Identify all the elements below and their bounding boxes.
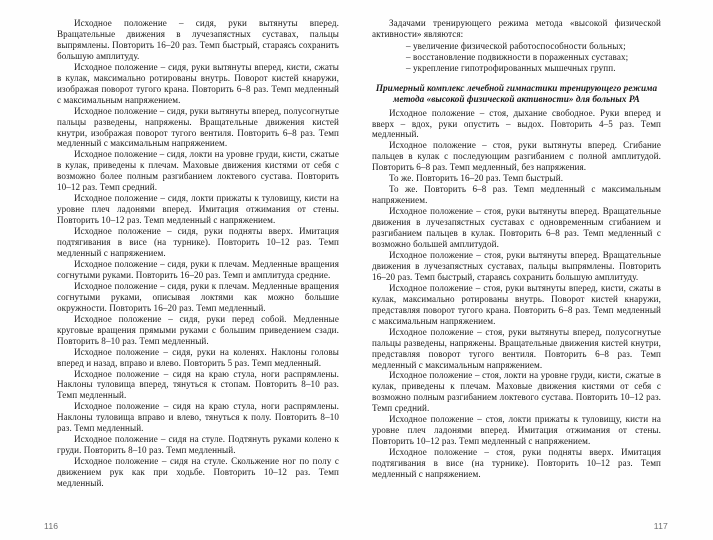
paragraph: Исходное положение – стоя, дыхание свободное. Руки вперед и вверх – вдох, руки опустить – выдох. Повторить 4–5 раз. Темп медленный.	[372, 107, 661, 140]
section-heading-line-1: Примерный комплекс лечебной гимнастики тренирующего режима	[375, 82, 658, 93]
paragraph: Исходное положение – сидя на стуле. Скольжение ног по полу с движением рук как при ходьбе. Повторить 10–12 раз. Темп медленный.	[57, 456, 339, 489]
paragraph: Исходное положение – сидя, руки к плечам. Медленные вращения согнутыми руками. Повторить 16–20 раз. Темп и амплитуда средние.	[57, 258, 339, 280]
paragraph: Исходное положение – стоя, локти на уровне груди, кисти, сжатые в кулак, приведены к плечам. Маховые движения кистями от себя с возможно полным разгибанием локтевого сустава. Повторить 10–12 раз. Темп средний.	[372, 370, 661, 414]
paragraph: Исходное положение – сидя, руки вытянуты вперед, кисти, сжаты в кулак, максимально ротированы внутрь. Поворот кистей кнаружи, изображая поворот тугого крана. Повторить 6–8 раз. Темп медленный с максимальным напряжением.	[57, 61, 339, 105]
list-item: – укрепление гипотрофированных мышечных групп.	[406, 62, 616, 73]
page-right	[356, 0, 713, 540]
paragraph: Исходное положение – стоя, локти прижаты к туловищу, кисти на уровне плеч ладонями вперед. Имитация отжимания от стены. Повторить 10–12 раз. Темп медленный с напряжением.	[372, 414, 661, 447]
list-item: – увеличение физической работоспособности больных;	[406, 40, 626, 51]
paragraph: То же. Повторить 6–8 раз. Темп медленный с максимальным напряжением.	[372, 184, 661, 206]
page-number-right: 117	[653, 521, 668, 531]
paragraph: Исходное положение – сидя, руки вытянуты вперед, полусогнутые пальцы разведены, напряжены. Вращательные движения кистей кнутри, изображая поворот тугого вентиля. Повторить 6–8 раз. Темп медленный с максимальным напряжением.	[57, 105, 339, 149]
section-heading-line-2: метода «высокой физической активности» для больных РА	[393, 94, 640, 105]
left-page-body	[57, 18, 339, 489]
paragraph: Исходное положение – стоя, руки подняты вверх. Имитация подтягивания в висе (на турнике). Повторить 10–12 раз. Темп медленный с напряжением.	[372, 447, 661, 480]
paragraph: Исходное положение – стоя, руки вытянуты вперед, кисти, сжаты в кулак, максимально ротированы внутрь. Поворот кистей кнаружи, представляя поворот тугого крана. Повторить 6–8 раз. Темп медленный с максимальным напряжением.	[372, 282, 661, 326]
paragraph: Исходное положение – сидя на стуле. Подтянуть руками колено к груди. Повторить 8–10 раз. Темп медленный.	[57, 434, 339, 456]
paragraph: Исходное положение – стоя, руки вытянуты вперед. Вращательные движения в лучезапястных суставах с одновременным сгибанием и разгибанием пальцев в кулак. Повторить 6–8 раз. Темп медленный с возможно большей амплитудой.	[372, 206, 661, 250]
objectives-list	[372, 41, 661, 74]
paragraph: Исходное положение – сидя на краю стула, ноги распрямлены. Наклоны туловища вправо и влево, тянуться к полу. Повторить 8–10 раз. Темп медленный.	[57, 401, 339, 434]
paragraph: Исходное положение – сидя, руки к плечам. Медленные вращения согнутыми руками, описывая локтями как можно большие окружности. Повторить 16–20 раз. Темп медленный.	[57, 280, 339, 313]
section-heading	[372, 83, 661, 106]
paragraph: Исходное положение – стоя, руки вытянуты вперед. Сгибание пальцев в кулак с последующим разгибанием с полной амплитудой. Повторить 6–8 раз. Темп медленный, без напряжения.	[372, 140, 661, 173]
paragraph: Исходное положение – стоя, руки вытянуты вперед. Вращательные движения в лучезапястных суставах, пальцы выпрямлены. Повторить 16–20 раз. Темп быстрый, стараясь сохранить большую амплитуду.	[372, 249, 661, 282]
paragraph: Исходное положение – стоя, руки вытянуты вперед, полусогнутые пальцы разведены, напряжены. Вращательные движения кистей кнутри, представляя поворот тугого вентиля. Повторить 6–8 раз. Темп медленный с максимальным напряжением.	[372, 326, 661, 370]
paragraph: То же. Повторить 16–20 раз. Темп быстрый.	[389, 173, 564, 184]
page-left	[0, 0, 356, 540]
right-page-body	[372, 18, 661, 480]
paragraph: Исходное положение – сидя, локти прижаты к туловищу, кисти на уровне плеч ладонями вперед. Имитация отжимания от стены. Повторить 10–12 раз. Темп медленный с напряжением.	[57, 193, 339, 226]
paragraph: Исходное положение – сидя, руки вытянуты вперед. Вращательные движения в лучезапястных суставах, пальцы выпрямлены. Повторить 16–20 раз. Темп быстрый, стараясь сохранить большую амплитуду.	[57, 18, 339, 61]
paragraph: Исходное положение – сидя, руки перед собой. Медленные круговые вращения прямыми руками с большим приведением сзади. Повторить 8–10 раз. Темп медленный.	[57, 313, 339, 346]
paragraph: Исходное положение – сидя, руки на коленях. Наклоны головы вперед и назад, вправо и влево. Повторить 5 раз. Темп медленный.	[57, 346, 339, 368]
page-number-left: 116	[44, 521, 59, 531]
list-item: – восстановление подвижности в пораженных суставах;	[406, 51, 629, 62]
paragraph: Исходное положение – сидя на краю стула, ноги распрямлены. Наклоны туловища вперед, тянуться к стопам. Повторить 8–10 раз. Темп медленный.	[57, 368, 339, 401]
paragraph: Исходное положение – сидя, локти на уровне груди, кисти, сжатые в кулак, приведены к плечам. Маховые движения кистями от себя с возможно более полным разгибанием локтевого сустава. Повторить 10–12 раз. Темп средний.	[57, 149, 339, 193]
paragraph: Исходное положение – сидя, руки подняты вверх. Имитация подтягивания в висе (на турнике). Повторить 10–12 раз. Темп медленный с напряжением.	[57, 226, 339, 259]
intro-paragraph: Задачами тренирующего режима метода «высокой физической активности» являются:	[372, 18, 661, 39]
